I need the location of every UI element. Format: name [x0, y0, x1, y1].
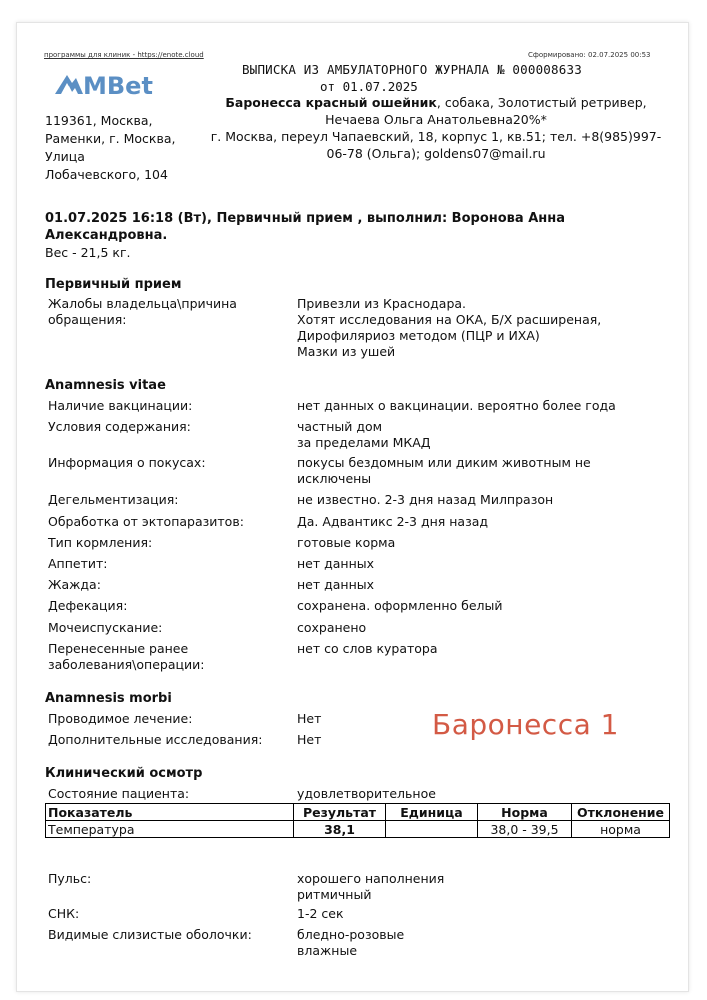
field-label: Обработка от эктопаразитов:	[48, 514, 244, 529]
field-value: бледно-розовые влажные	[297, 927, 405, 958]
field-value: нет данных	[297, 556, 375, 571]
owner-address-line: г. Москва, переул Чапаевский, 18, корпус 1, кв.51; тел. +8(985)997-	[210, 129, 662, 144]
logo-text: MBet	[83, 72, 153, 100]
table-header: Отклонение	[572, 804, 670, 821]
field-value: частный дом за пределами МКАД	[297, 419, 431, 450]
patient-info	[192, 94, 680, 162]
section-title-clinical: Клинический осмотр	[45, 766, 203, 781]
field-value: удовлетворительное	[297, 786, 436, 801]
owner-name: Нечаева Ольга Анатольевна20%*	[325, 112, 547, 127]
field-value: Нет	[297, 711, 322, 726]
field-label: Мочеиспускание:	[48, 620, 163, 635]
table-cell: 38,1	[294, 821, 386, 838]
field-value: Нет	[297, 732, 322, 747]
table-cell	[386, 821, 478, 838]
table-header-row	[46, 804, 670, 821]
field-label: Дегельментизация:	[48, 492, 179, 507]
section-title-primary: Первичный прием	[45, 277, 182, 292]
visit-line: Александровна.	[45, 228, 168, 243]
clinic-address-line: Раменки, г. Москва,	[45, 131, 176, 146]
field-value: нет данных	[297, 577, 375, 592]
field-value: сохранено	[297, 620, 367, 635]
table-row	[46, 821, 670, 838]
field-label: Жажда:	[48, 577, 101, 592]
field-value: нет со слов куратора	[297, 641, 438, 656]
clinic-address	[45, 112, 175, 184]
complaint-value: Привезли из Краснодара. Хотят исследования на ОКА, Б/Х расширеная, Дирофиляриоз методом (ПЦР и ИХА) Мазки из ушей	[297, 296, 602, 359]
table-header: Единица	[386, 804, 478, 821]
field-label: Тип кормления:	[48, 535, 153, 550]
field-label: Пульс:	[48, 871, 92, 886]
field-label: Аппетит:	[48, 556, 108, 571]
field-label: Дополнительные исследования:	[48, 732, 263, 747]
field-value: хорошего наполнения ритмичный	[297, 871, 445, 902]
field-label: Перенесенные ранее заболевания\операции:	[48, 641, 205, 672]
patient-details: , собака, Золотистый ретривер,	[436, 95, 647, 110]
table-cell: Температура	[46, 821, 294, 838]
document-title: ВЫПИСКА ИЗ АМБУЛАТОРНОГО ЖУРНАЛА № 000008633	[242, 62, 582, 77]
field-label: Видимые слизистые оболочки:	[48, 927, 252, 942]
generated-timestamp: Сформировано: 02.07.2025 00:53	[528, 51, 651, 59]
visit-line: 01.07.2025 16:18 (Вт), Первичный прием , выполнил: Воронова Анна	[45, 211, 565, 226]
table-header: Показатель	[46, 804, 294, 821]
field-label: Дефекация:	[48, 598, 128, 613]
field-label: Наличие вакцинации:	[48, 398, 193, 413]
field-value: Да. Адвантикс 2-3 дня назад	[297, 514, 489, 529]
field-label: Условия содержания:	[48, 419, 191, 434]
document-date: от 01.07.2025	[320, 79, 418, 94]
clinic-address-line: Улица	[45, 149, 85, 164]
field-value: сохранена. оформленно белый	[297, 598, 503, 613]
table-header: Результат	[294, 804, 386, 821]
results-table	[45, 803, 670, 838]
handwritten-annotation: Баронесса 1	[432, 708, 619, 741]
section-title-morbi: Anamnesis morbi	[45, 691, 172, 706]
field-value: 1-2 сек	[297, 906, 344, 921]
table-header: Норма	[478, 804, 572, 821]
complaint-label: Жалобы владельца\причина обращения:	[48, 296, 237, 327]
field-value: нет данных о вакцинации. вероятно более года	[297, 398, 616, 413]
field-label: Информация о покусах:	[48, 455, 206, 470]
patient-weight: Вес - 21,5 кг.	[45, 245, 131, 260]
clinic-address-line: 119361, Москва,	[45, 113, 153, 128]
visit-header	[45, 210, 645, 244]
patient-name: Баронесса красный ошейник	[225, 95, 437, 110]
field-value: готовые корма	[297, 535, 396, 550]
table-cell: 38,0 - 39,5	[478, 821, 572, 838]
table-cell: норма	[572, 821, 670, 838]
field-label: Проводимое лечение:	[48, 711, 193, 726]
logo-mark-icon	[53, 70, 183, 100]
clinic-logo	[53, 70, 183, 100]
software-link[interactable]: программы для клиник - https://enote.cloud	[44, 51, 204, 59]
field-label: СНК:	[48, 906, 80, 921]
field-label: Состояние пациента:	[48, 786, 190, 801]
field-value: покусы бездомным или диким животным не исключены	[297, 455, 591, 486]
section-title-vitae: Anamnesis vitae	[45, 378, 166, 393]
owner-address-line: 06-78 (Ольга); goldens07@mail.ru	[326, 146, 546, 161]
field-value: не известно. 2-3 дня назад Милпразон	[297, 492, 554, 507]
clinic-address-line: Лобачевского, 104	[45, 167, 168, 182]
